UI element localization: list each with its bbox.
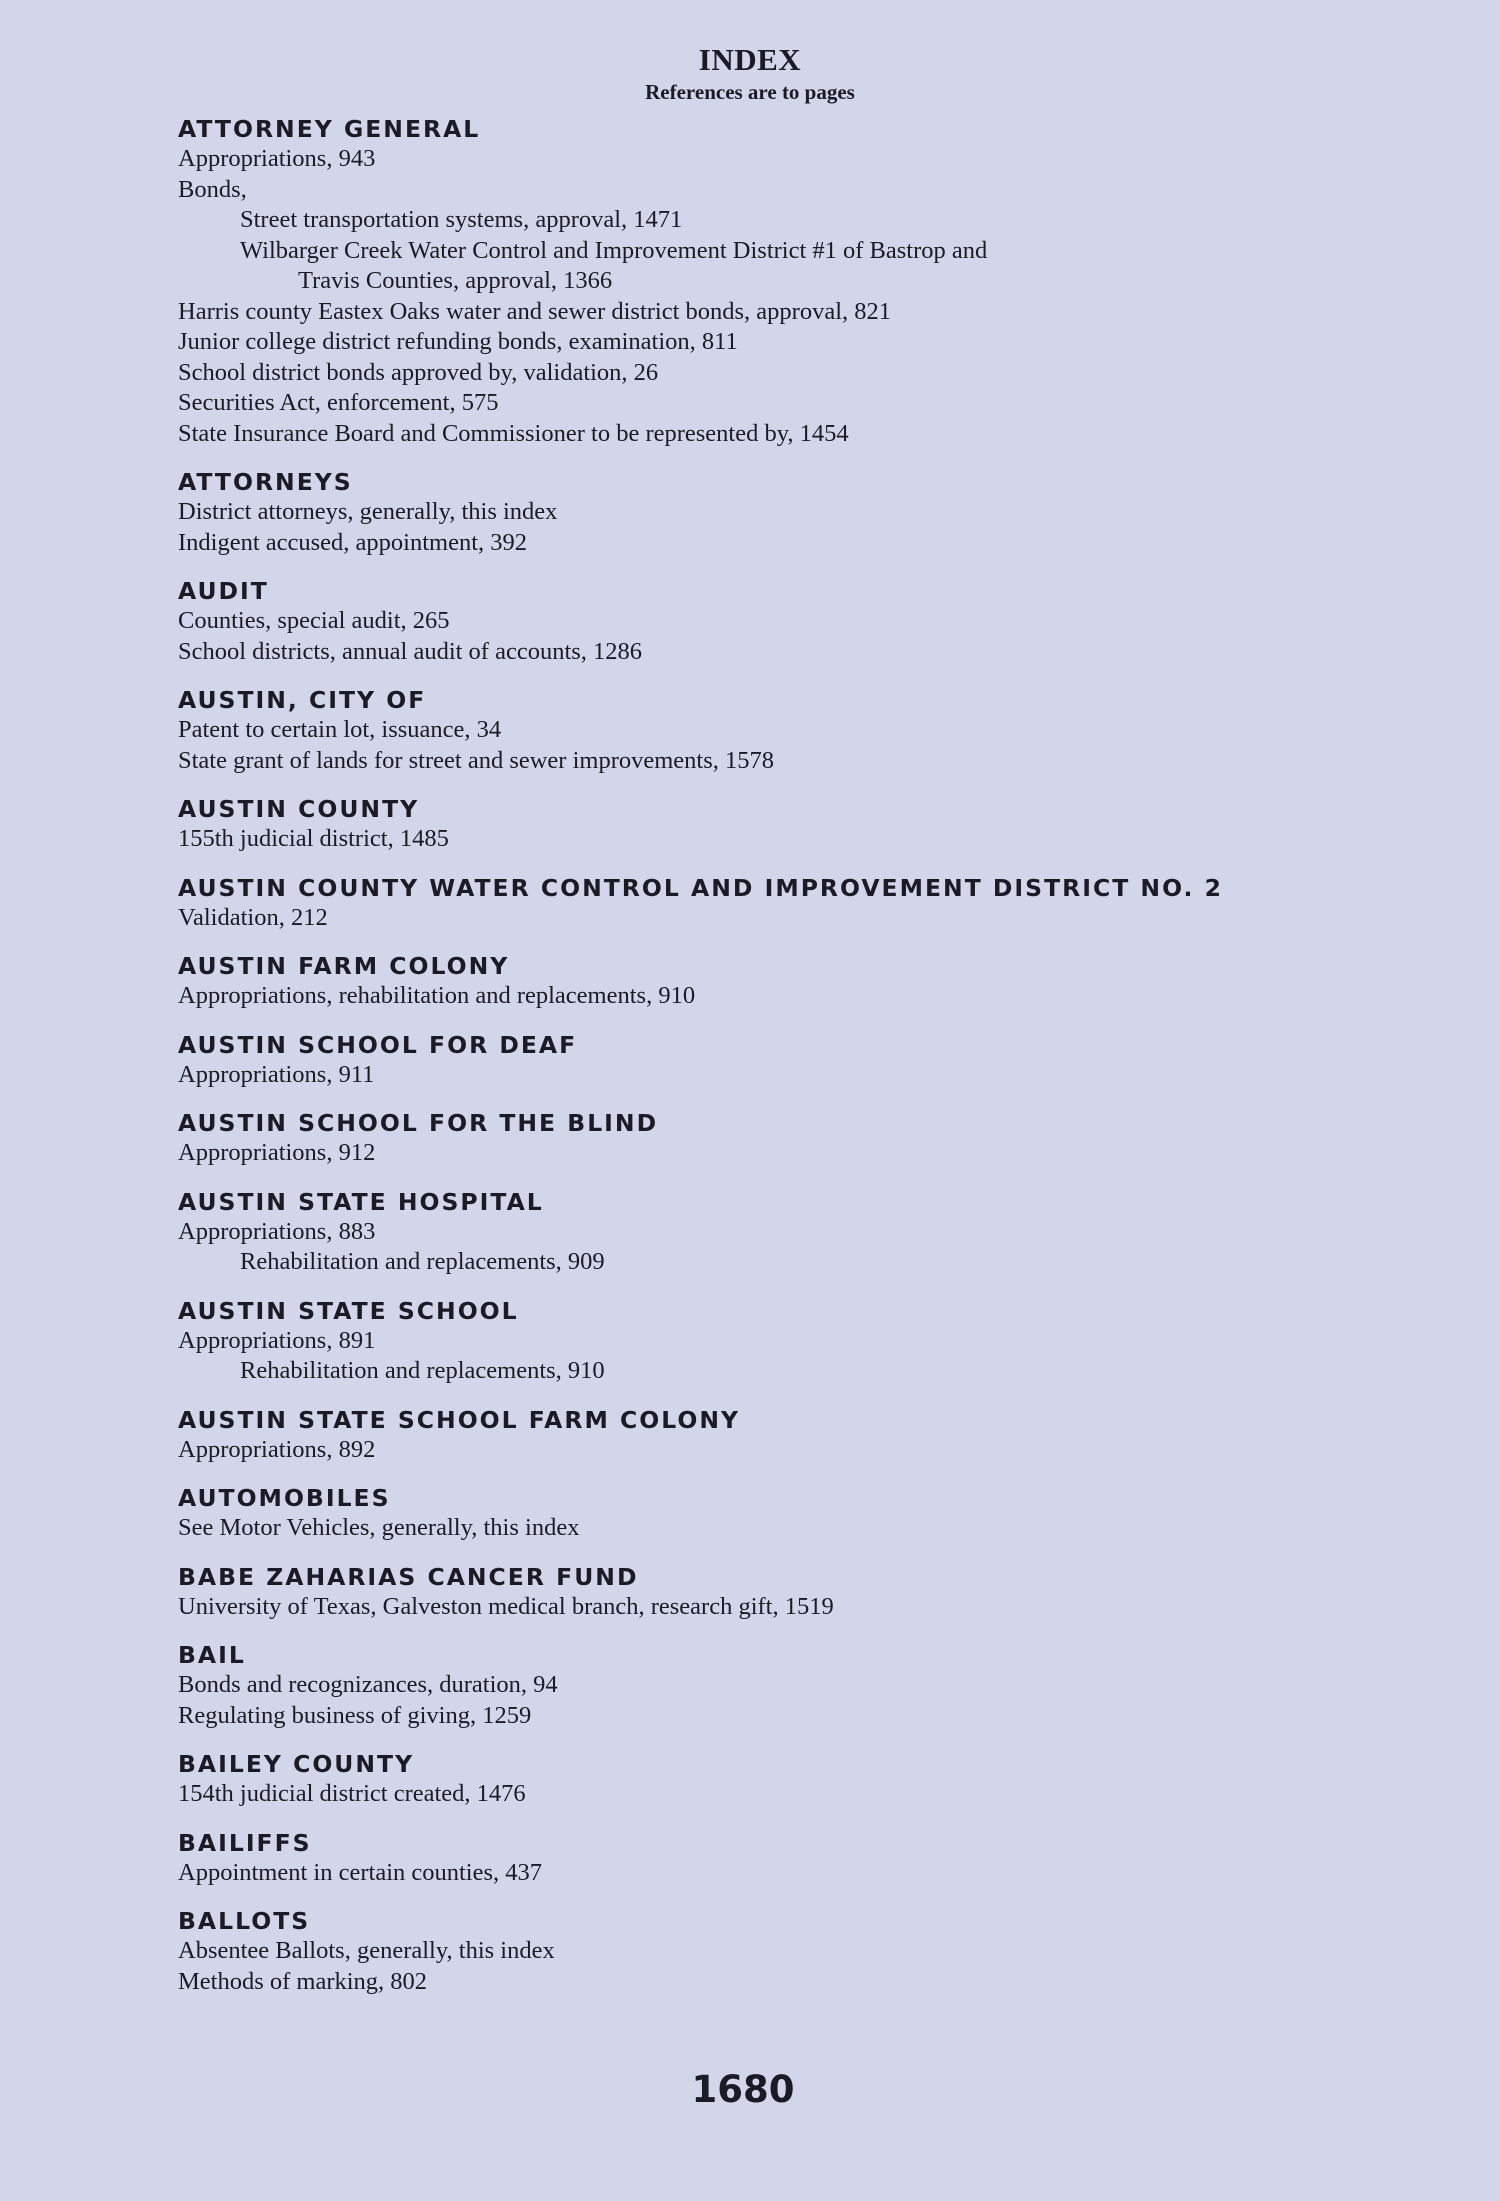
- section-heading: AUTOMOBILES: [178, 1484, 391, 1512]
- index-entry: District attorneys, generally, this index: [178, 498, 558, 525]
- section-heading: AUSTIN STATE HOSPITAL: [178, 1187, 544, 1216]
- index-entry: 155th judicial district, 1485: [178, 825, 449, 852]
- index-entry: Junior college district refunding bonds, examination, 811: [178, 328, 738, 355]
- index-entry: State grant of lands for street and sewer improvements, 1578: [178, 746, 775, 774]
- index-entry: Rehabilitation and replacements, 909: [240, 1248, 605, 1275]
- index-entry: Validation, 212: [178, 903, 328, 931]
- index-entry: Appropriations, 883: [178, 1217, 376, 1245]
- index-entry: Indigent accused, appointment, 392: [178, 528, 528, 556]
- section-heading: AUSTIN STATE SCHOOL FARM COLONY: [178, 1405, 741, 1434]
- section-heading: ATTORNEYS: [178, 468, 353, 496]
- index-section: [178, 114, 1378, 449]
- index-entry: Regulating business of giving, 1259: [178, 1701, 532, 1729]
- section-heading: BAILIFFS: [178, 1828, 312, 1857]
- index-entry: Appropriations, 892: [178, 1435, 376, 1463]
- index-entry: Harris county Eastex Oaks water and sewer district bonds, approval, 821: [178, 297, 892, 325]
- index-entry: School districts, annual audit of accounts, 1286: [178, 637, 643, 665]
- index-section: [178, 951, 1378, 1012]
- index-content: [178, 110, 1378, 2015]
- index-entry: School district bonds approved by, validation, 26: [178, 358, 659, 386]
- index-section: [178, 576, 1378, 667]
- index-entry: 154th judicial district created, 1476: [178, 1780, 526, 1807]
- section-heading: AUSTIN SCHOOL FOR THE BLIND: [178, 1109, 659, 1137]
- index-section: [178, 1108, 1378, 1169]
- index-section: [178, 873, 1378, 934]
- index-section: [178, 1030, 1378, 1091]
- index-entry: Bonds,: [178, 175, 247, 203]
- index-entry: Counties, special audit, 265: [178, 607, 450, 634]
- section-heading: AUSTIN STATE SCHOOL: [178, 1296, 519, 1325]
- index-entry: Appropriations, 943: [178, 145, 376, 172]
- section-heading: BALLOTS: [178, 1907, 311, 1935]
- index-entry: Appropriations, 911: [178, 1060, 375, 1088]
- index-entry: State Insurance Board and Commissioner to be represented by, 1454: [178, 419, 849, 447]
- index-section: [178, 685, 1378, 776]
- section-heading: AUSTIN SCHOOL FOR DEAF: [178, 1030, 578, 1059]
- index-entry: Patent to certain lot, issuance, 34: [178, 716, 502, 743]
- index-entry: Bonds and recognizances, duration, 94: [178, 1671, 558, 1698]
- page-subtitle: References are to pages: [645, 80, 855, 104]
- index-entry: Appropriations, rehabilitation and replacements, 910: [178, 982, 696, 1009]
- section-heading: AUSTIN COUNTY WATER CONTROL AND IMPROVEMENT DISTRICT NO. 2: [178, 873, 1224, 902]
- index-entry: Absentee Ballots, generally, this index: [178, 1937, 555, 1964]
- section-heading: ATTORNEY GENERAL: [178, 115, 481, 143]
- index-section: [178, 1562, 1378, 1623]
- index-entry: Securities Act, enforcement, 575: [178, 389, 499, 416]
- section-heading: AUDIT: [178, 577, 269, 605]
- index-entry: Street transportation systems, approval, 1471: [240, 206, 683, 233]
- index-section: [178, 1483, 1378, 1544]
- index-section: [178, 1906, 1378, 1997]
- section-heading: BABE ZAHARIAS CANCER FUND: [178, 1562, 639, 1591]
- page-number: 1680: [691, 2068, 795, 2111]
- index-section: [178, 1828, 1378, 1889]
- index-entry: Travis Counties, approval, 1366: [298, 267, 613, 294]
- index-entry: University of Texas, Galveston medical branch, research gift, 1519: [178, 1592, 834, 1620]
- index-entry: Wilbarger Creek Water Control and Improvement District #1 of Bastrop and: [240, 236, 988, 264]
- page-title: INDEX: [698, 42, 802, 77]
- index-section: [178, 794, 1378, 855]
- section-heading: AUSTIN COUNTY: [178, 795, 420, 823]
- index-entry: See Motor Vehicles, generally, this index: [178, 1514, 580, 1541]
- section-heading: BAIL: [178, 1641, 246, 1669]
- index-section: [178, 1640, 1378, 1731]
- index-section: [178, 1296, 1378, 1387]
- index-entry: Appointment in certain counties, 437: [178, 1858, 543, 1886]
- section-heading: AUSTIN FARM COLONY: [178, 952, 510, 980]
- index-section: [178, 1749, 1378, 1810]
- index-section: [178, 467, 1378, 558]
- index-entry: Rehabilitation and replacements, 910: [240, 1357, 605, 1384]
- section-heading: BAILEY COUNTY: [178, 1750, 415, 1778]
- index-entry: Appropriations, 891: [178, 1326, 376, 1354]
- index-entry: Methods of marking, 802: [178, 1967, 428, 1995]
- section-heading: AUSTIN, CITY OF: [178, 686, 427, 714]
- index-section: [178, 1405, 1378, 1466]
- index-entry: Appropriations, 912: [178, 1139, 376, 1166]
- index-section: [178, 1187, 1378, 1278]
